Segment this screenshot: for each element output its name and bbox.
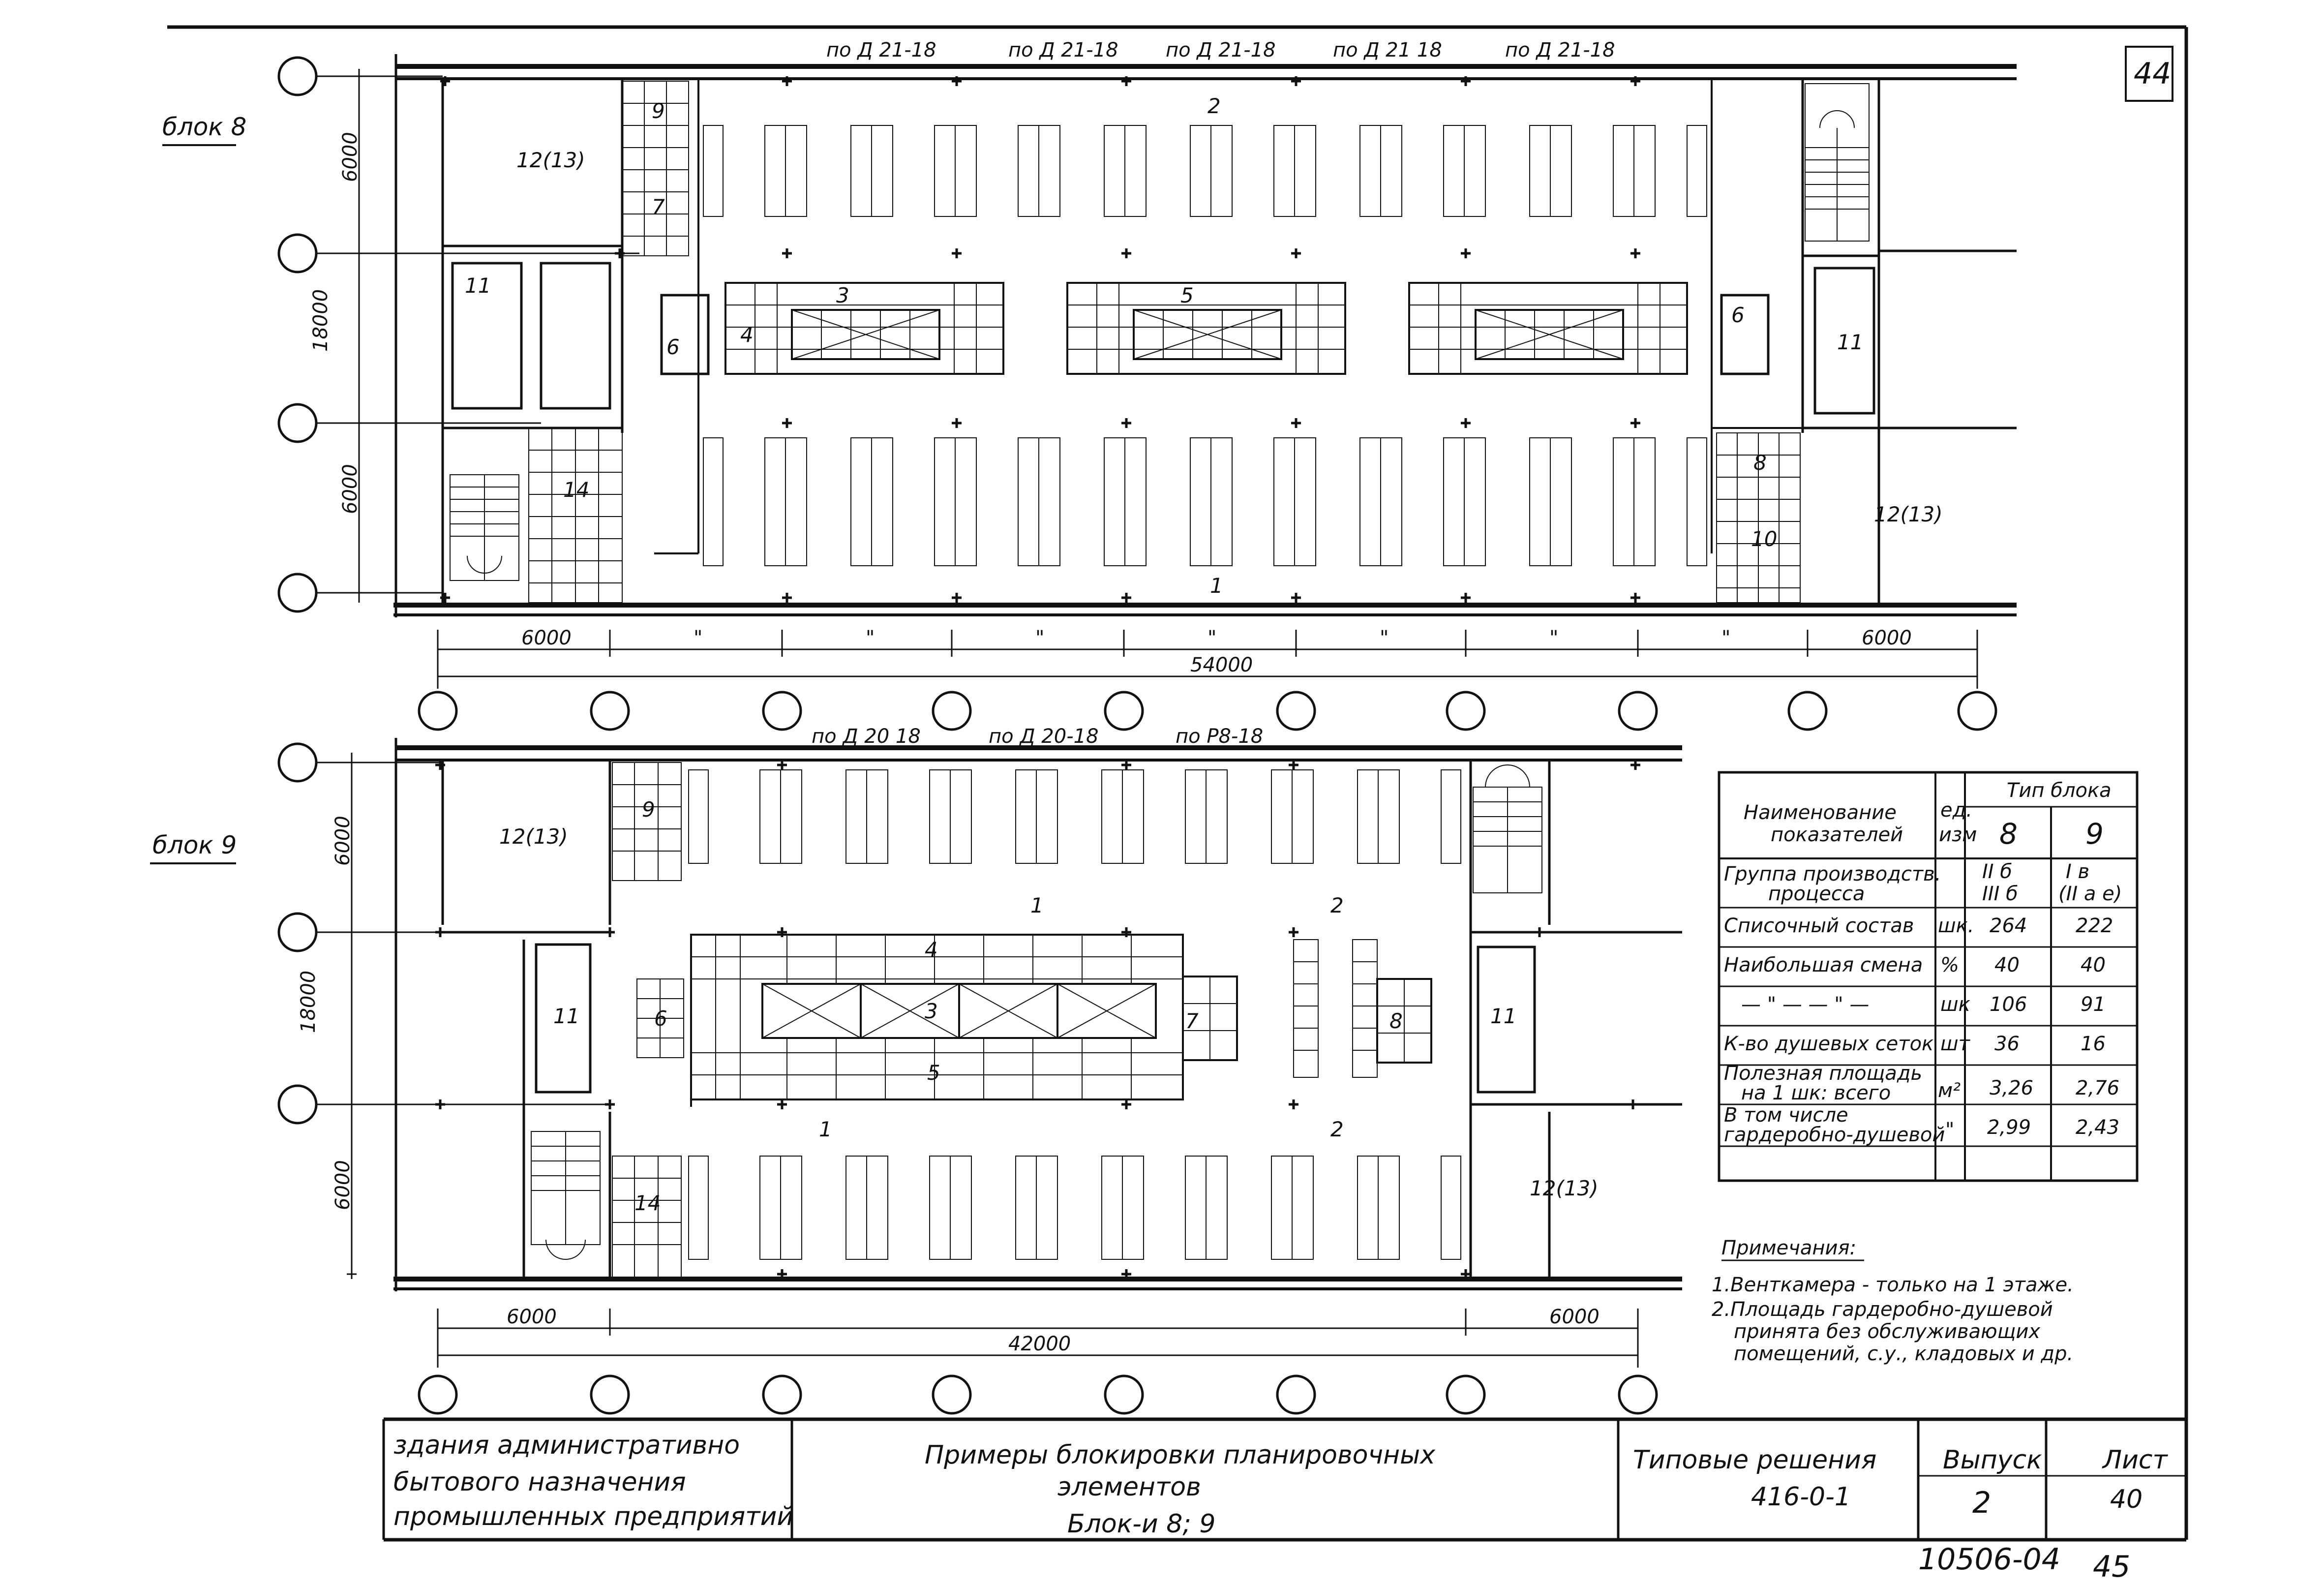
- table-row2-unit: шк.: [1938, 915, 1974, 937]
- table-row7-name-1: В том числе: [1724, 1104, 1848, 1127]
- block8-dim-side-3: 6000: [339, 464, 362, 514]
- block8-room-2: 2: [1207, 94, 1221, 118]
- title-typical-code: 416-0-1: [1751, 1482, 1851, 1512]
- block9-room-4: 4: [925, 938, 938, 962]
- block9-label: блок 9: [152, 831, 237, 859]
- block8-room-6b: 6: [1731, 303, 1745, 327]
- block9-room-1a: 1: [1030, 893, 1044, 917]
- table-row3-v8: 40: [1994, 954, 2020, 976]
- block8-dim-ditto-4: ": [1207, 627, 1217, 649]
- block8-dim-ditto-1: ": [694, 627, 703, 649]
- block9-room-6: 6: [654, 1006, 667, 1031]
- table-header-col8: 8: [1999, 817, 2018, 851]
- block8-room-8: 8: [1753, 451, 1767, 475]
- block8-room-10: 10: [1751, 527, 1778, 551]
- table-header-type: Тип блока: [2007, 779, 2112, 802]
- block8-room-3: 3: [836, 283, 849, 307]
- block8-top-label-3: по Д 21-18: [1166, 39, 1276, 61]
- block8-room-1: 1: [1210, 574, 1223, 598]
- block8-dim-bottom-2: 6000: [1862, 627, 1912, 649]
- table-row2-v8: 264: [1990, 915, 2027, 937]
- block9-room-7: 7: [1185, 1009, 1199, 1033]
- table-row5-unit: шт: [1940, 1033, 1970, 1055]
- block8-dim-side-1: 6000: [339, 132, 362, 182]
- block9-room-9: 9: [642, 797, 655, 822]
- block8-room-5: 5: [1180, 283, 1194, 307]
- corner-sheet-number: 44: [2134, 57, 2172, 91]
- block8-dim-ditto-7: ": [1721, 627, 1731, 649]
- table-header-unit-2: изм: [1939, 824, 1977, 846]
- table-row7-name-2: гардеробно-душевой: [1724, 1124, 1945, 1146]
- table-row1-v9-1: I в: [2066, 860, 2090, 883]
- block8-top-label-5: по Д 21-18: [1505, 39, 1615, 61]
- table-row7-unit: ": [1945, 1119, 1955, 1141]
- table-row3-unit: %: [1940, 954, 1960, 976]
- block9-room-5: 5: [927, 1061, 940, 1085]
- block9-room-2b: 2: [1330, 1117, 1344, 1141]
- table-header-unit-1: ед.: [1940, 799, 1972, 822]
- notes-line-4: помещений, с.у., кладовых и др.: [1734, 1342, 2074, 1365]
- drawing-code: 10506-04: [1918, 1542, 2060, 1577]
- table-row3-name: Наибольшая смена: [1724, 954, 1923, 976]
- table-row5-v9: 16: [2081, 1033, 2106, 1055]
- block8-top-label-4: по Д 21 18: [1333, 39, 1442, 61]
- title-center-line-2: элементов: [1057, 1472, 1201, 1502]
- title-typical-label: Типовые решения: [1633, 1445, 1877, 1475]
- block8-dim-ditto-5: ": [1380, 627, 1389, 649]
- block9-room-2a: 2: [1330, 893, 1344, 917]
- table-row5-v8: 36: [1994, 1033, 2020, 1055]
- block8-top-label-2: по Д 21-18: [1008, 39, 1118, 61]
- block9-top-label-1: по Д 20 18: [812, 725, 921, 748]
- table-row7-v9: 2,43: [2076, 1116, 2120, 1139]
- table-row1-v9-2: (II а е): [2058, 883, 2122, 905]
- title-center-line-3: Блок-и 8; 9: [1067, 1509, 1216, 1539]
- table-row6-v8: 3,26: [1990, 1077, 2034, 1099]
- table-row6-unit: м²: [1938, 1079, 1961, 1102]
- bottom-page-number: 45: [2093, 1550, 2131, 1584]
- block8-dim-ditto-2: ": [866, 627, 875, 649]
- block9-room-12a: 12(13): [499, 824, 568, 849]
- title-left-line-2: бытового назначения: [393, 1467, 686, 1497]
- table-row3-v9: 40: [2081, 954, 2106, 976]
- block9-dim-side-3: 6000: [332, 1160, 354, 1210]
- title-left-line-3: промышленных предприятий: [393, 1502, 794, 1531]
- block8-room-7: 7: [652, 195, 665, 219]
- block9-room-14: 14: [634, 1191, 661, 1215]
- title-sheet-label: Лист: [2103, 1445, 2168, 1475]
- block9-room-3: 3: [925, 999, 938, 1023]
- table-row2-v9: 222: [2076, 915, 2113, 937]
- table-row4-v9: 91: [2081, 993, 2106, 1016]
- table-row4-v8: 106: [1990, 993, 2027, 1016]
- block9-dim-bottom-2: 6000: [1549, 1306, 1600, 1328]
- table-row7-v8: 2,99: [1987, 1116, 2031, 1139]
- table-row4-name: — " — — " —: [1741, 993, 1870, 1016]
- table-header-name-2: показателей: [1771, 824, 1903, 846]
- block8-dim-side-2: 18000: [309, 289, 332, 352]
- table-row1-name-1: Группа производств.: [1724, 863, 1941, 885]
- block9-room-12b: 12(13): [1530, 1176, 1599, 1200]
- title-issue-label: Выпуск: [1943, 1445, 2042, 1475]
- table-row2-name: Списочный состав: [1724, 915, 1914, 937]
- table-row5-name: К-во душевых сеток: [1724, 1033, 1934, 1055]
- block9-top-label-3: по Р8-18: [1176, 725, 1264, 748]
- table-row6-name-1: Полезная площадь: [1724, 1062, 1923, 1085]
- block8-room-4: 4: [740, 323, 754, 347]
- block9-room-11b: 11: [1490, 1004, 1517, 1028]
- block9-dim-side-1: 6000: [332, 816, 354, 866]
- notes-line-3: принята без обслуживающих: [1734, 1320, 2041, 1343]
- block9-room-1b: 1: [819, 1117, 832, 1141]
- block8-dim-ditto-3: ": [1035, 627, 1045, 649]
- block8-room-11b: 11: [1837, 330, 1864, 354]
- block8-room-9: 9: [652, 99, 665, 123]
- block9-dim-bottom-1: 6000: [507, 1306, 557, 1328]
- table-header-col9: 9: [2085, 817, 2104, 851]
- table-row1-v8-2: III б: [1982, 883, 2018, 905]
- table-row6-v9: 2,76: [2076, 1077, 2120, 1099]
- block8-label: блок 8: [162, 113, 247, 141]
- block8-room-11a: 11: [465, 274, 491, 298]
- block9-dim-bottom-total: 42000: [1008, 1333, 1071, 1355]
- notes-title: Примечания:: [1721, 1237, 1857, 1259]
- title-sheet-value: 40: [2110, 1485, 2143, 1514]
- block9-top-label-2: по Д 20-18: [989, 725, 1099, 748]
- table-row1-v8-1: II б: [1982, 860, 2012, 883]
- block8-room-6a: 6: [666, 335, 680, 359]
- title-issue-value: 2: [1972, 1486, 1992, 1520]
- notes-line-1: 1.Венткамера - только на 1 этаже.: [1712, 1274, 2074, 1296]
- table-row6-name-2: на 1 шк: всего: [1741, 1082, 1891, 1104]
- block8-room-14: 14: [563, 478, 590, 502]
- table-header-name-1: Наименование: [1744, 801, 1897, 824]
- block8-dim-bottom-1: 6000: [521, 627, 572, 649]
- notes-line-2: 2.Площадь гардеробно-душевой: [1712, 1298, 2053, 1321]
- block9-room-8: 8: [1389, 1009, 1403, 1033]
- title-left-line-1: здания административно: [393, 1431, 740, 1460]
- block8-dim-bottom-total: 54000: [1190, 654, 1253, 676]
- title-center-line-1: Примеры блокировки планировочных: [925, 1440, 1435, 1470]
- table-row1-name-2: процесса: [1768, 883, 1865, 905]
- block8-room-12a: 12(13): [516, 148, 585, 172]
- block8-top-label-1: по Д 21-18: [826, 39, 936, 61]
- block8-room-12b: 12(13): [1874, 502, 1943, 526]
- table-row4-unit: шк: [1940, 993, 1970, 1016]
- block9-room-11a: 11: [553, 1004, 580, 1028]
- block8-dim-ditto-6: ": [1549, 627, 1559, 649]
- block9-dim-side-2: 18000: [297, 970, 320, 1033]
